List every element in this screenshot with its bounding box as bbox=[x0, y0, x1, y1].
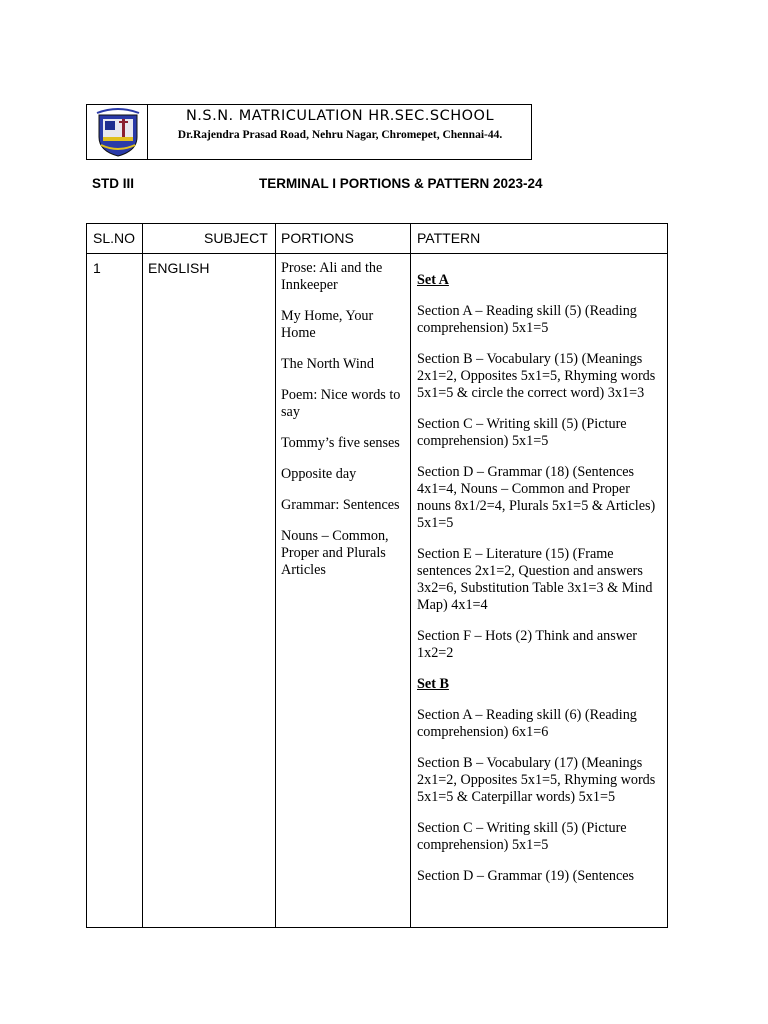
set-heading: Set B bbox=[417, 676, 449, 692]
pattern-item: Section D – Grammar (19) (Sentences bbox=[417, 868, 635, 884]
portion-item: My Home, Your Home bbox=[281, 308, 374, 341]
pattern-item: Section B – Vocabulary (17) (Meanings 2x1=2, Opposites 5x1=5, Rhyming words 5x1=5 & Caterpillar words) 5x1=5 bbox=[417, 755, 656, 805]
logo-cell bbox=[87, 105, 148, 159]
school-address: Dr.Rajendra Prasad Road, Nehru Nagar, Chromepet, Chennai-44. bbox=[177, 129, 503, 141]
pattern-list bbox=[417, 272, 667, 899]
portions-list bbox=[281, 260, 405, 593]
portions-table bbox=[86, 223, 668, 928]
school-header bbox=[86, 104, 532, 160]
pattern-item: Section A – Reading skill (5) (Reading comprehension) 5x1=5 bbox=[417, 303, 637, 336]
pattern-item: Section E – Literature (15) (Frame sentences 2x1=2, Question and answers 3x2=6, Substitution Table 3x1=3 & Mind Map) 4x1=4 bbox=[417, 546, 653, 613]
column-divider bbox=[275, 224, 276, 927]
header-subject: SUBJECT bbox=[204, 230, 268, 246]
pattern-item: Section A – Reading skill (6) (Reading comprehension) 6x1=6 bbox=[417, 707, 637, 740]
pattern-item: Section C – Writing skill (5) (Picture comprehension) 5x1=5 bbox=[417, 416, 627, 449]
pattern-item: Section D – Grammar (18) (Sentences 4x1=4, Nouns – Common and Proper nouns 8x1/2=4, Plurals 5x1=5 & Articles) 5x1=5 bbox=[417, 464, 656, 531]
portion-item: Tommy’s five senses bbox=[281, 435, 400, 451]
school-logo-icon bbox=[93, 107, 143, 157]
column-divider bbox=[410, 224, 411, 927]
pattern-item: Section C – Writing skill (5) (Picture comprehension) 5x1=5 bbox=[417, 820, 627, 853]
portion-item: Poem: Nice words to say bbox=[281, 387, 401, 420]
portion-item: The North Wind bbox=[281, 356, 374, 372]
row-sl-no: 1 bbox=[93, 260, 101, 276]
std-label: STD III bbox=[92, 176, 135, 191]
pattern-item: Section F – Hots (2) Think and answer 1x2=2 bbox=[417, 628, 638, 661]
portion-item: Nouns – Common, Proper and Plurals Articles bbox=[281, 528, 389, 578]
portion-item: Prose: Ali and the Innkeeper bbox=[281, 260, 383, 293]
header-divider bbox=[87, 253, 667, 254]
school-name: N.S.N. MATRICULATION HR.SEC.SCHOOL bbox=[185, 108, 495, 124]
pattern-item: Section B – Vocabulary (15) (Meanings 2x1=2, Opposites 5x1=5, Rhyming words 5x1=5 & circle the correct word) 3x1=3 bbox=[417, 351, 656, 401]
header-pattern: PATTERN bbox=[417, 230, 481, 246]
header-portions: PORTIONS bbox=[281, 230, 354, 246]
portion-item: Opposite day bbox=[281, 466, 357, 482]
portion-item: Grammar: Sentences bbox=[281, 497, 400, 513]
page-title: TERMINAL I PORTIONS & PATTERN 2023-24 bbox=[259, 176, 543, 191]
header-sl-no: SL.NO bbox=[93, 230, 136, 246]
row-subject: ENGLISH bbox=[148, 260, 210, 276]
set-heading: Set A bbox=[417, 272, 449, 288]
column-divider bbox=[142, 224, 143, 927]
